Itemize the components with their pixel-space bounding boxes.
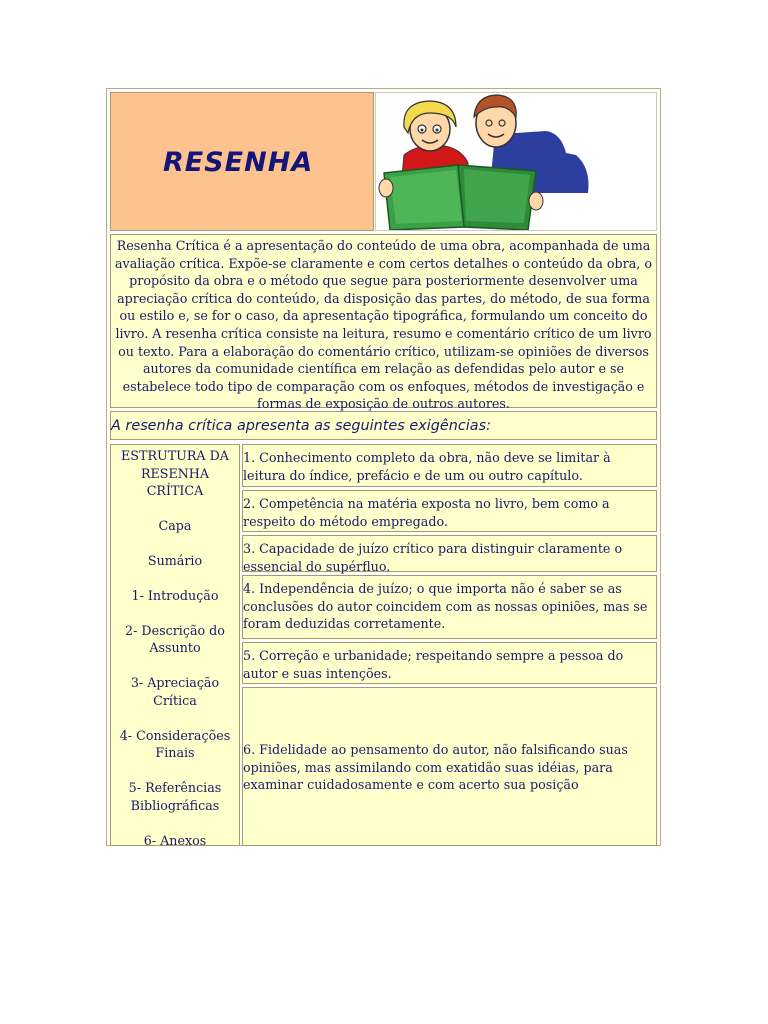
requirement-2 xyxy=(242,490,657,532)
structure-item: Capa xyxy=(158,517,192,533)
structure-column xyxy=(110,444,240,849)
intro-text: Resenha Crítica é a apresentação do conteúdo de uma obra, acompanhada de uma avaliação crítica. Expõe-se claramente e com certos detalhes o conteúdo da obra, o propósito da obra e o método que segue para posteriormente desenvolver uma apreciação crítica do conteúdo, da disposição das partes, do método, de sua forma ou estilo e, se for o caso, da apresentação tipográfica, formulando um conceito do livro. A resenha crítica consiste na leitura, resumo e comentário crítico de um livro ou texto. Para a elaboração do comentário crítico, utilizam-se opiniões de diversos autores da comunidade científica em relação as defendidas pelo autor e se estabelece todo tipo de comparação com os enfoques, métodos de investigação e formas de exposição de outros autores. xyxy=(114,238,653,412)
page-title: RESENHA xyxy=(163,147,314,178)
structure-item: 6- Anexos xyxy=(143,833,207,849)
requirement-text: 3. Capacidade de juízo crítico para distinguir claramente o essencial do supérfluo. xyxy=(243,541,623,574)
requirements-heading: A resenha crítica apresenta as seguintes exigências: xyxy=(110,411,657,440)
requirement-text: 1. Conhecimento completo da obra, não deve se limitar à leitura do índice, prefácio e de um ou outro capítulo. xyxy=(243,450,611,483)
structure-heading: ESTRUTURA DA RESENHA CRÍTICA xyxy=(121,448,229,499)
requirement-text: 6. Fidelidade ao pensamento do autor, não falsificando suas opiniões, mas assimilando com exatidão suas idéias, para examinar cuidadosamente e com acerto sua posição xyxy=(243,742,628,793)
requirement-1 xyxy=(242,444,657,487)
requirement-3 xyxy=(242,535,657,572)
requirement-4 xyxy=(242,575,657,639)
structure-item: 5- Referências Bibliográficas xyxy=(128,780,222,814)
children-reading-icon xyxy=(376,93,656,230)
requirement-text: 2. Competência na matéria exposta no livro, bem como a respeito do método empregado. xyxy=(243,496,610,529)
requirement-5 xyxy=(242,642,657,684)
intro-paragraph xyxy=(110,234,657,412)
structure-item: 1- Introdução xyxy=(131,587,219,603)
reading-children-illustration xyxy=(375,92,657,231)
title-cell xyxy=(110,92,374,231)
structure-item: 3- Apreciação Crítica xyxy=(130,675,220,708)
requirement-6 xyxy=(242,687,657,846)
structure-item: 2- Descrição do Assunto xyxy=(125,622,225,656)
requirement-text: 4. Independência de juízo; o que importa não é saber se as conclusões do autor coincidem com as nossas opiniões, mas se foram deduzidas corretamente. xyxy=(243,581,648,632)
requirement-text: 5. Correção e urbanidade; respeitando sempre a pessoa do autor e suas intenções. xyxy=(243,648,624,681)
structure-item: 4- Considerações Finais xyxy=(119,727,231,761)
structure-item: Sumário xyxy=(147,552,203,568)
